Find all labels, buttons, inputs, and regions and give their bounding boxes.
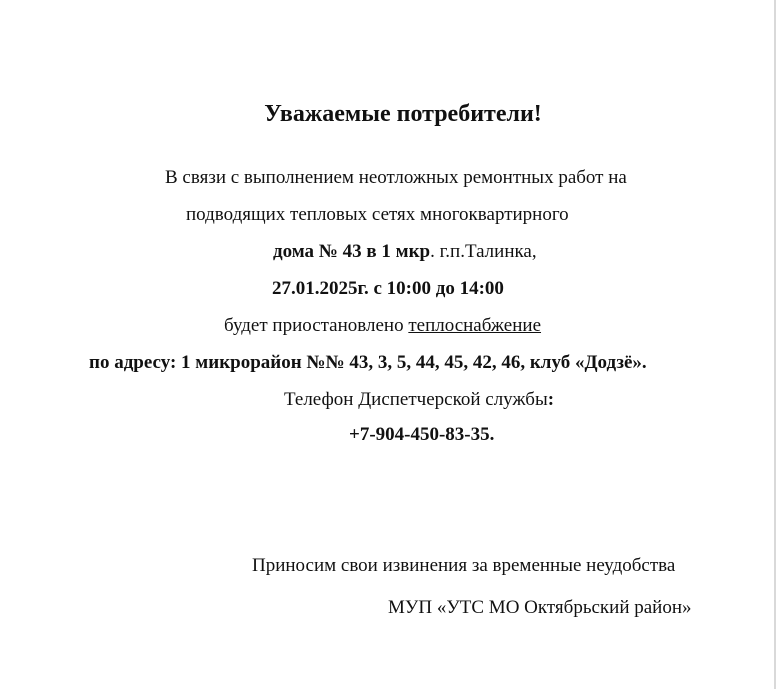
phone-label-line [284, 388, 554, 412]
house-number: дома № 43 в 1 мкр [273, 241, 431, 262]
heat-supply-text: теплоснабжение [408, 315, 542, 336]
settlement-name: . г.п.Талинка, [430, 241, 537, 262]
notice-line-5 [224, 314, 541, 338]
phone-colon: : [547, 389, 555, 410]
suspension-text: будет приостановлено [224, 315, 409, 336]
notice-line-1: В связи с выполнением неотложных ремонтных работ на [165, 167, 627, 188]
apology-text: Приносим свои извинения за временные неудобства [252, 555, 676, 576]
phone-label: Телефон Диспетчерской службы [284, 389, 548, 410]
notice-line-2: подводящих тепловых сетях многоквартирного [186, 204, 569, 225]
outage-datetime: 27.01.2025г. с 10:00 до 14:00 [272, 278, 504, 299]
phone-number: +7-904-450-83-35. [349, 424, 495, 445]
affected-addresses: по адресу: 1 микрорайон №№ 43, 3, 5, 44, 45, 42, 46, клуб «Додзё». [89, 352, 647, 373]
notice-line-3 [273, 240, 537, 264]
organization-name: МУП «УТС МО Октябрьский район» [388, 597, 692, 618]
notice-title: Уважаемые потребители! [264, 101, 542, 127]
